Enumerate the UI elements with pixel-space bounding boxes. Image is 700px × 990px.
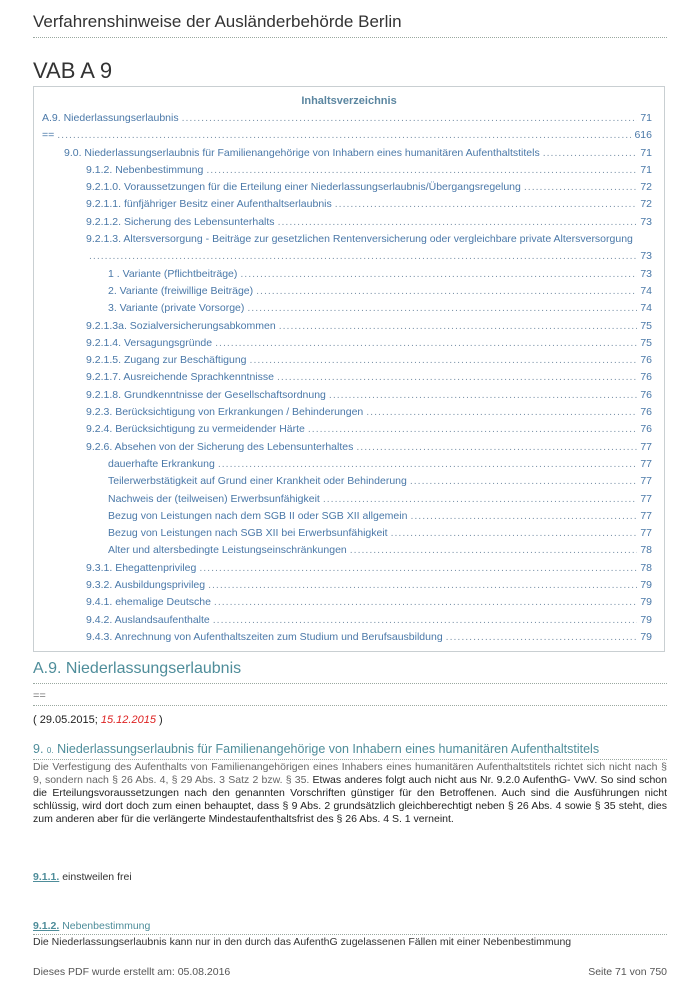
toc-entry-page: 79 bbox=[640, 579, 652, 592]
toc-entry-label: 9.2.6. Absehen von der Sicherung des Lebensunterhaltes bbox=[86, 440, 354, 453]
toc-leader-dots bbox=[215, 337, 637, 349]
page-footer bbox=[33, 966, 667, 978]
toc-entry[interactable] bbox=[34, 129, 664, 146]
toc-entry-page: 76 bbox=[640, 371, 652, 384]
section-9-1-2-rule bbox=[33, 934, 667, 935]
paragraph-9-0 bbox=[33, 761, 667, 826]
toc-entry[interactable] bbox=[34, 458, 664, 475]
toc-entry[interactable] bbox=[34, 493, 664, 510]
toc-entry-page: 77 bbox=[640, 457, 652, 470]
toc-entry[interactable] bbox=[34, 112, 664, 129]
toc-leader-dots bbox=[89, 250, 637, 262]
toc-entry-page: 74 bbox=[640, 284, 652, 297]
toc-entry-label: 9.2.4. Berücksichtigung zu vermeidender Härte bbox=[86, 423, 305, 436]
toc-entry-label: 1 . Variante (Pflichtbeiträge) bbox=[108, 267, 238, 280]
toc-entry-page: 72 bbox=[640, 181, 652, 194]
toc-entry[interactable] bbox=[34, 181, 664, 198]
eq-rule bbox=[33, 705, 667, 706]
toc-leader-dots bbox=[356, 441, 637, 453]
toc-entry-page: 72 bbox=[640, 198, 652, 211]
section-9-1-1 bbox=[33, 871, 132, 883]
para1-part1: Die Verfestigung des Aufenthalts von Familienangehörigen eines Inhabers eines humanitären Aufenthaltstitels richtet sich nicht nach § 9, sondern nach § 26 Abs. 4, § 29 Abs. 3 Satz 2 bzw. § 35. bbox=[33, 761, 667, 786]
toc-entry-page: 76 bbox=[640, 406, 652, 419]
toc-entry-label: 9.3.1. Ehegattenprivileg bbox=[86, 561, 197, 574]
subsection-rule bbox=[33, 759, 667, 760]
toc-entry[interactable] bbox=[34, 475, 664, 492]
toc-entry[interactable] bbox=[34, 337, 664, 354]
toc-entry-page: 71 bbox=[640, 163, 652, 176]
toc-entry-page: 616 bbox=[634, 129, 652, 142]
toc-leader-dots bbox=[214, 596, 637, 608]
toc-entry-label: Nachweis der (teilweisen) Erwerbsunfähigkeit bbox=[108, 492, 320, 505]
toc-leader-dots bbox=[329, 389, 637, 401]
toc-entry[interactable] bbox=[34, 614, 664, 631]
toc-entry-label: 9.2.1.2. Sicherung des Lebensunterhalts bbox=[86, 215, 275, 228]
date-updated: 15.12.2015 bbox=[100, 714, 156, 726]
toc-leader-dots bbox=[208, 579, 637, 591]
toc-leader-dots bbox=[543, 147, 638, 159]
toc-entry-page: 71 bbox=[640, 112, 652, 124]
toc-leader-dots bbox=[199, 562, 637, 574]
toc-leader-dots bbox=[446, 631, 638, 643]
toc-leader-dots bbox=[410, 475, 637, 487]
toc-leader-dots bbox=[279, 320, 638, 332]
toc-entry-label: 9.2.1.5. Zugang zur Beschäftigung bbox=[86, 354, 247, 367]
toc-entry[interactable] bbox=[34, 164, 664, 181]
toc-entry-page: 75 bbox=[640, 319, 652, 332]
para1-part2: Etwas anderes folgt auch nicht aus Nr. 9.2.0 AufenthG- VwV. So sind schon die Erteilungsvoraussetzungen nach den genannten Vorschriften günstiger für den Betroffenen. Auch sind die Ausführungen nicht schlüssig, wird dort doch zum einen behauptet, dass § 9 Abs. 2 grundsätzlich gleichberechtigt neben § 26 Abs. 4 sowie § 35 steht, dies zum anderen aber für die verlängerte Mindestaufenthaltsfrist des § 26 Abs. 4 S. 1 verneint. bbox=[33, 774, 667, 825]
table-of-contents bbox=[33, 86, 665, 652]
doc-title: VAB A 9 bbox=[33, 58, 113, 83]
toc-list bbox=[34, 112, 664, 648]
toc-entry-label: 9.2.1.3a. Sozialversicherungsabkommen bbox=[86, 319, 276, 332]
toc-entry-page: 78 bbox=[640, 544, 652, 557]
section-9-1-2-num: 9.1.2. bbox=[33, 920, 60, 932]
toc-entry-label: Bezug von Leistungen nach SGB XII bei Erwerbsunfähigkeit bbox=[108, 527, 388, 540]
toc-entry-label: A.9. Niederlassungserlaubnis bbox=[42, 112, 179, 124]
toc-entry-page: 79 bbox=[640, 613, 652, 626]
toc-entry[interactable] bbox=[34, 320, 664, 337]
section-title: A.9. Niederlassungserlaubnis bbox=[33, 660, 242, 677]
subsection-title-9-0 bbox=[33, 742, 599, 756]
toc-leader-dots bbox=[218, 458, 637, 470]
section-9-1-2 bbox=[33, 920, 150, 932]
toc-heading: Inhaltsverzeichnis bbox=[301, 95, 397, 107]
toc-entry[interactable] bbox=[34, 631, 664, 648]
toc-entry[interactable] bbox=[34, 216, 664, 233]
toc-entry[interactable] bbox=[34, 562, 664, 579]
toc-entry[interactable] bbox=[34, 527, 664, 544]
toc-entry-label: 3. Variante (private Vorsorge) bbox=[108, 302, 245, 315]
toc-entry[interactable] bbox=[34, 285, 664, 302]
toc-entry-page: 76 bbox=[640, 388, 652, 401]
sub-small-num: 0. bbox=[46, 746, 54, 755]
toc-entry-page: 77 bbox=[640, 440, 652, 453]
toc-leader-dots bbox=[256, 285, 637, 297]
toc-entry[interactable] bbox=[34, 198, 664, 215]
toc-entry[interactable] bbox=[34, 302, 664, 319]
toc-entry[interactable] bbox=[34, 389, 664, 406]
toc-entry-page: 76 bbox=[640, 423, 652, 436]
toc-entry-label: 9.2.1.7. Ausreichende Sprachkenntnisse bbox=[86, 371, 274, 384]
date-close: ) bbox=[155, 714, 163, 726]
toc-entry-page: 73 bbox=[640, 215, 652, 228]
toc-entry-page: 75 bbox=[640, 336, 652, 349]
header-title: Verfahrenshinweise der Ausländerbehörde Berlin bbox=[33, 12, 402, 31]
toc-entry-label: 9.3.2. Ausbildungsprivileg bbox=[86, 579, 206, 592]
toc-entry-label: 9.4.3. Anrechnung von Aufenthaltszeiten zum Studium und Berufsausbildung bbox=[86, 630, 443, 643]
toc-entry-page: 77 bbox=[640, 509, 652, 522]
section-9-1-1-text: einstweilen frei bbox=[62, 871, 132, 883]
section-9-1-2-text: Nebenbestimmung bbox=[62, 920, 151, 932]
toc-entry-page: 77 bbox=[640, 475, 652, 488]
toc-entry-label: Teilerwerbstätigkeit auf Grund einer Krankheit oder Behinderung bbox=[108, 475, 407, 488]
toc-entry-label: 9.4.1. ehemalige Deutsche bbox=[86, 596, 211, 609]
toc-entry-page: 78 bbox=[640, 561, 652, 574]
toc-entry-label: 9.2.1.4. Versagungsgründe bbox=[86, 336, 213, 349]
section-eq: == bbox=[33, 690, 46, 702]
toc-leader-dots bbox=[366, 406, 637, 418]
sub-num: 9. bbox=[33, 742, 44, 756]
toc-entry-page: 73 bbox=[640, 250, 652, 263]
footer-created: Dieses PDF wurde erstellt am: 05.08.2016 bbox=[33, 966, 231, 978]
toc-entry-label: 9.0. Niederlassungserlaubnis für Familienangehörige von Inhabern eines humanitären Aufenthaltstitels bbox=[64, 146, 540, 159]
toc-leader-dots bbox=[213, 614, 638, 626]
toc-leader-dots bbox=[240, 268, 637, 280]
toc-entry-page: 79 bbox=[640, 630, 652, 643]
toc-leader-dots bbox=[350, 544, 638, 556]
toc-entry-label: 9.2.1.1. fünfjähriger Besitz einer Aufenthaltserlaubnis bbox=[86, 198, 332, 211]
toc-entry-label: 9.2.3. Berücksichtigung von Erkrankungen / Behinderungen bbox=[86, 406, 364, 419]
toc-leader-dots bbox=[250, 354, 638, 366]
sub-title-text: Niederlassungserlaubnis für Familienangehörige von Inhabern eines humanitären Aufenthaltstitels bbox=[57, 742, 600, 756]
section-rule bbox=[33, 683, 667, 684]
page-header bbox=[33, 12, 667, 38]
toc-entry[interactable] bbox=[34, 544, 664, 561]
toc-entry[interactable] bbox=[34, 250, 664, 267]
toc-entry[interactable] bbox=[34, 268, 664, 285]
toc-entry-page: 74 bbox=[640, 302, 652, 315]
toc-entry-page: 77 bbox=[640, 492, 652, 505]
toc-entry[interactable] bbox=[34, 441, 664, 458]
toc-leader-dots bbox=[323, 493, 637, 505]
toc-entry-label: Alter und altersbedingte Leistungseinschränkungen bbox=[108, 544, 347, 557]
toc-entry-label: 9.2.1.0. Voraussetzungen für die Erteilung einer Niederlassungserlaubnis/Übergangsregelung bbox=[86, 181, 521, 194]
toc-entry-page: 77 bbox=[640, 527, 652, 540]
toc-entry-label: 9.2.1.8. Grundkenntnisse der Gesellschaftsordnung bbox=[86, 388, 326, 401]
toc-leader-dots bbox=[182, 112, 638, 124]
toc-entry-label: 9.4.2. Auslandsaufenthalte bbox=[86, 613, 210, 626]
toc-entry-label: 2. Variante (freiwillige Beiträge) bbox=[108, 284, 254, 297]
toc-entry[interactable] bbox=[34, 510, 664, 527]
toc-entry-label: Bezug von Leistungen nach dem SGB II oder SGB XII allgemein bbox=[108, 509, 408, 522]
toc-entry-page: 76 bbox=[640, 354, 652, 367]
toc-entry-label: 9.2.1.3. Altersversorgung - Beiträge zur gesetzlichen Rentenversicherung oder vergleichbare private Altersversorgung bbox=[86, 233, 633, 246]
date-open: ( 29.05.2015; bbox=[33, 714, 101, 726]
toc-entry[interactable] bbox=[34, 423, 664, 440]
toc-entry-page: 73 bbox=[640, 267, 652, 280]
header-rule bbox=[33, 37, 667, 38]
toc-leader-dots bbox=[277, 371, 637, 383]
paragraph-9-1-2: Die Niederlassungserlaubnis kann nur in den durch das AufenthG zugelassenen Fällen mit einer Nebenbestimmung bbox=[33, 936, 572, 948]
toc-entry[interactable] bbox=[34, 371, 664, 388]
toc-leader-dots bbox=[308, 423, 637, 435]
toc-leader-dots bbox=[335, 198, 638, 210]
toc-entry[interactable] bbox=[34, 406, 664, 423]
toc-entry[interactable] bbox=[34, 354, 664, 371]
toc-leader-dots bbox=[57, 129, 631, 141]
toc-leader-dots bbox=[278, 216, 638, 228]
toc-entry-page: 71 bbox=[640, 146, 652, 159]
toc-leader-dots bbox=[410, 510, 637, 522]
toc-entry-label: dauerhafte Erkrankung bbox=[108, 457, 215, 470]
date-line bbox=[33, 714, 163, 726]
toc-leader-dots bbox=[247, 302, 637, 314]
toc-entry[interactable] bbox=[34, 596, 664, 613]
toc-entry-page: 79 bbox=[640, 596, 652, 609]
footer-page-number: Seite 71 von 750 bbox=[588, 966, 667, 978]
toc-leader-dots bbox=[524, 181, 637, 193]
toc-entry[interactable] bbox=[34, 233, 664, 250]
toc-entry-label: 9.1.2. Nebenbestimmung bbox=[86, 163, 204, 176]
toc-entry-label: == bbox=[42, 129, 55, 142]
toc-entry[interactable] bbox=[34, 147, 664, 164]
section-9-1-1-num: 9.1.1. bbox=[33, 871, 60, 883]
toc-entry[interactable] bbox=[34, 579, 664, 596]
toc-leader-dots bbox=[206, 164, 637, 176]
toc-leader-dots bbox=[391, 527, 638, 539]
